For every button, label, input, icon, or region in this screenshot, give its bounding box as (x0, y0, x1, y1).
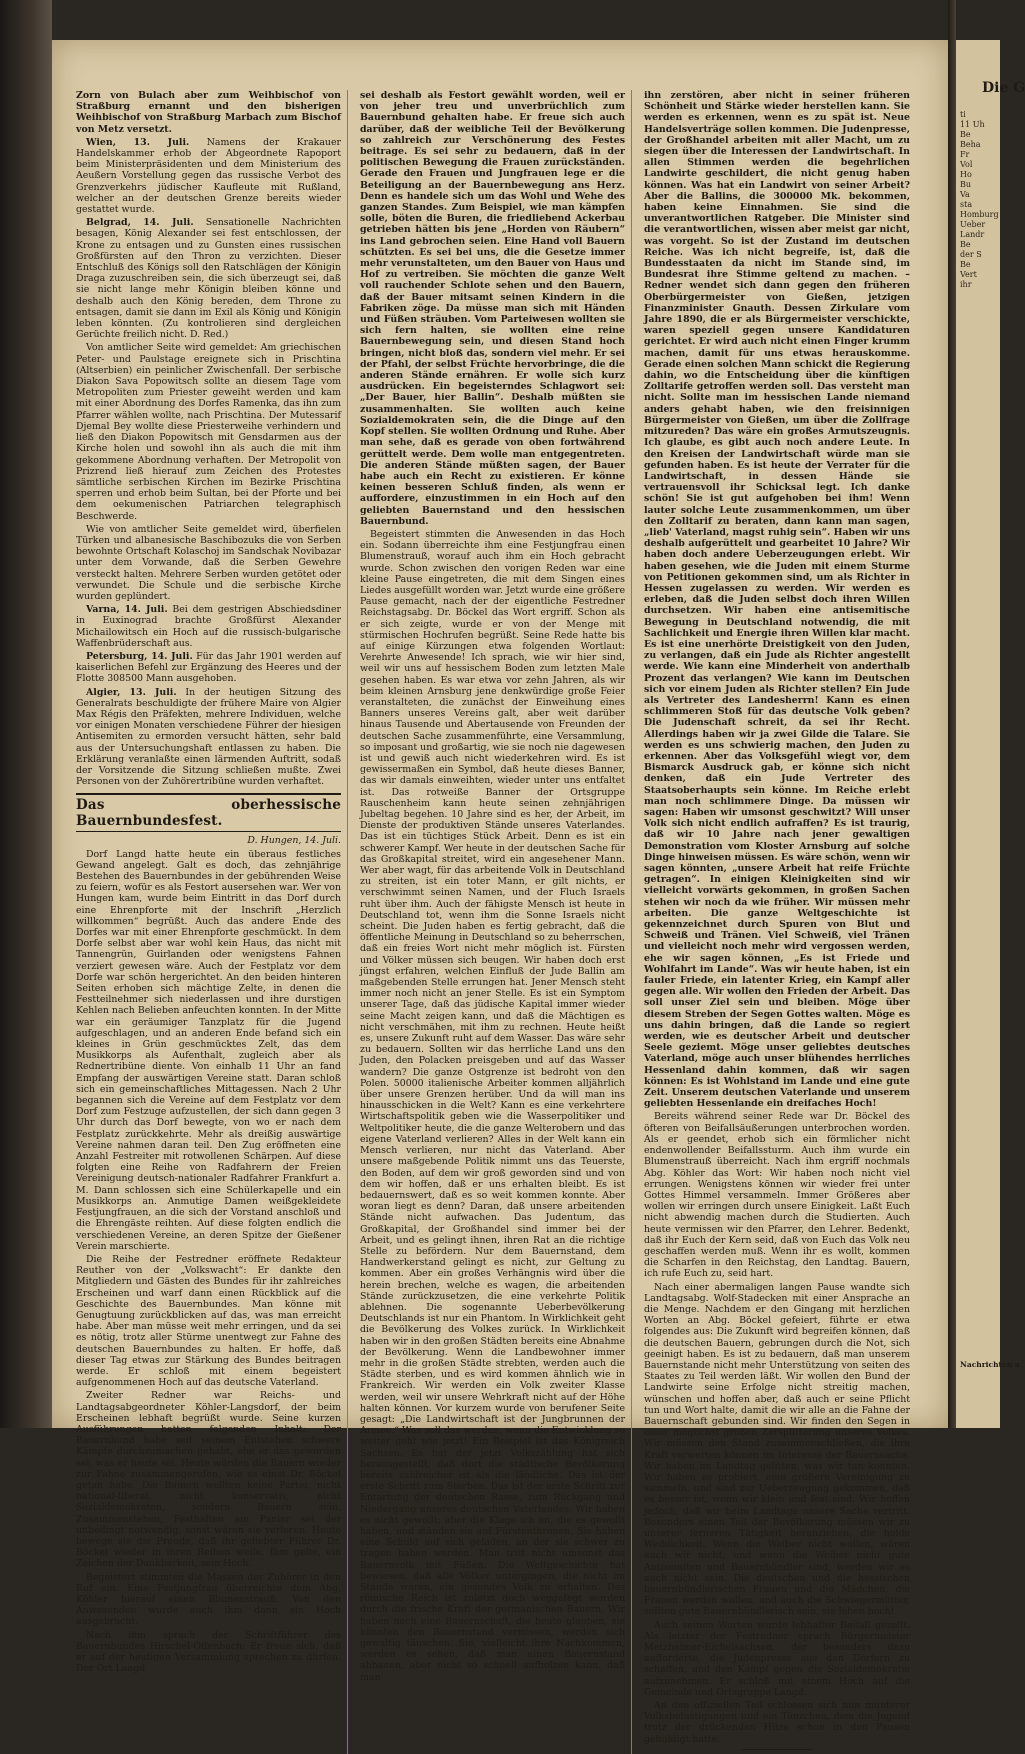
news-dateline: Petersburg, 14. Juli. (86, 650, 193, 662)
article-paragraph: Nach einer abermaligen langen Pause wandte sich Landtagsabg. Wolf-Stadecken mit einer Ansprache an die Menge. Nachdem er den Gingang mit herzlichen Worten an Abg. Böckel gefeiert, führte er etwa folgendes aus: Die Zukunft wird begreifen können, daß die deutschen Bauern, gebrungen durch die Not, sich geeinigt haben. Es ist zu bedauern, daß man unserem Bauernstande nicht mehr Unterstützung von seiten des Staates zu Teil werden läßt. Wir wollen den Bund der Landwirte seine Erfolge nicht streitig machen, wünschen und hoffen aber, daß auch er seine Pflicht tun und Wort halte, damit die wir alle an die Fahne der Bauernschaft gebunden sind. Wir finden den Segen in einer möglichst großen Zersplitterung unseres Volkes. Wir müssen den Stand zusammenschließen, die ihre Kraft verwerten können im Interesse der Bauernsache. Wir haben im Landtag gelitten, was wir tun konnten. Wir haben es probiert, eine größere Vereinigung zu sammeln, und sind zur Ueberzeugung gekommen, daß es besser ist, wenn wir klein und fest sind. Wir hoffen jedoch, daß wir beim Landtage unsere Sache vertritt. Besonders einen Teil der Bevölkerung müssen wir zu unserer ferneren Tätigkeit heranziehen, die holde Weiblichkeit. Wenn die Weiber nicht wollen, wären auch wir nicht, und wenn die Weiber nicht gute Antisemiten und Bauernbündler sind, werden wir es auch nicht sein. Die deutschen und die hessischen bauernbündlerischen Frauen und die Mädchen, die Frauen werden wollen, und auch die Schwiegermütter, sollten gute Bauernbündlerisch sein, sie leben hoch! (644, 1281, 910, 1618)
article-paragraph: sei deshalb als Festort gewählt worden, weil er von jeher treu und unverbrüchlich zum Bauernbund gehalten habe. Er freue sich auch darüber, daß der weibliche Teil der Bevölkerung so zahlreich zur Verschönerung des Festes beitrage. Es sei sehr zu bedauern, daß in der politischen Bewegung die Frauen zurückständen. Gerade den Frauen und Jungfrauen lege er die Beteiligung an der Bauernbewegung ans Herz. Denn es handele sich um das Wohl und Wehe des ganzen Standes. Zum Beispiel, wie man kämpfen solle, böten die Buren, die friedliebend Ackerbau getrieben hätten bis jene „Horden von Räubern“ ins Land gebrochen seien. Eine Hand voll Bauern schützten. Es sei bei uns, die die Gesetze immer mehr verunstalteten, um den Bauer von Haus und Hof zu vertreiben. Sie möchten die ganze Welt voll rauchender Schlote sehen und den Bauern, daß der Bauer mitsamt seinen Kindern in die Fabriken zöge. Da müsse man sich mit Händen und Füßen sträuben. Vom Parteiwesen wollten sie sich fern halten, sie wollten eine reine Bauernbewegung sein, und diesen Stand hoch bringen, nicht bloß das, sondern viel mehr. Er sei der Pfahl, der selbst Früchte hervorbringe, die die anderen Stände ernähren. Er wolle sich kurz ausdrücken. Ein begeisterndes Schlagwort sei: „Der Bauer, hier Ballin“. Deshalb müßten sie zusammenhalten. Sie wollten auch keine Sozialdemokraten sein, die die Dinge auf den Kopf stellen. Sie wollten Ordnung und Ruhe. Aber man sehe, daß es gerade von oben fortwährend gerüttelt werde. Dem wolle man entgegentreten. Die anderen Stände müßten sagen, der Bauer habe auch ein Recht zu existieren. Er könne keinen besseren Schluß finden, als wenn er auffordere, einzustimmen in ein Hoch auf den geliebten Bauernstand und den hessischen Bauernbund. (360, 90, 625, 527)
news-dateline: Belgrad, 14. Juli. (86, 217, 194, 229)
news-text: Sensationelle Nachrichten besagen, König Alexander sei fest entschlossen, der Krone zu entsagen und zu Gunsten eines russischen Großfürsten auf den Thron zu verzichten. Dieser Entschluß des Königs soll den Ratschlägen der Königin Draga zuzuschreiben sein, die sich überzeugt sei, daß sie nicht lange mehr Königin bleiben könne und deshalb auch den König bereden, dem Throne zu entsagen, damit sie dann im Exil als König und Königin leben könnten. (Zu kontrolieren sind dergleichen Gerüchte freilich nicht. D. Red.) (76, 217, 341, 341)
adjacent-page-line: ti (960, 110, 966, 119)
article-paragraph: Die Reihe der Festredner eröffnete Redakteur Reuther von der „Volkswacht“: Er dankte den Mitgliedern und Gästen des Bundes für ihr zahlreiches Erscheinen und warf dann einen Rückblick auf die Geschichte des Bauernbundes. Man könne mit Genugtuung zurückblicken auf das, was man erreicht habe. Aber man müsse weit mehr erringen, und da sei es nötig, trotz aller Stürme unentwegt zur Fahne des deutschen Bauernbundes zu halten. Er hoffe, daß dieser Tag etwas zur Stärkung des Bundes beitragen werde. Er schloß mit einem begeistert aufgenommenen Hoch auf das deutsche Vaterland. (76, 1253, 341, 1389)
adjacent-page-line: Landr (960, 230, 985, 239)
article-paragraph: Auch seinen Worten wurde lebhafter Beifall gezollt. Als letzter der Festredner sprach Bürgermeister Metzheimer-Eichelsachsen, der besonders dazu aufforderte, die Judenpresse aus den Dörfern zu schaffen, und den Kampf gegen die Sozialdemokratie aufzunehmen. Er schloß mit einem Hoch auf die Gemeinde und Ortsgruppe Langd. (644, 1619, 910, 1698)
news-text: Für das Jahr 1901 werden auf kaiserlichen Befehl zur Ergänzung des Heeres und der Flotte 308500 Mann ausgehoben. (76, 650, 341, 685)
page-gutter (948, 0, 956, 1428)
adjacent-page-line: Vert (960, 270, 977, 279)
article-paragraph: Zorn von Bulach aber zum Weihbischof von Straßburg ernannt und den bisherigen Weihbischof von Straßburg Marbach zum Bischof von Metz versetzt. (76, 90, 341, 135)
adjacent-page-line: Homburg (960, 210, 999, 219)
news-text: Bei dem gestrigen Abschiedsdiner in Euxinograd brachte Großfürst Alexander Michailowitsch ein Hoch auf die russisch-bulgarische Waffenbrüderschaft aus. (76, 604, 342, 649)
adjacent-page-line: Ueber (960, 220, 986, 229)
news-text: Von amtlicher Seite wird gemeldet: Am griechischen Peter- und Paulstage ereignete sich in Prischtina (Altserbien) ein peinlicher Zwischenfall. Der serbische Diakon Sava Popowitsch sollte an diesem Tage vom Metropoliten zum Priester geweiht werden und kam mit einer Abordnung des Dorfes Ramenka, das ihn zum Pfarrer wählen wollte, nach Prischtina. Der Mutessarif Djemal Bey wollte diese Priesterweihe verhindern und ließ den Diakon Popowitsch mit Gensdarmen aus der Kirche holen und sowohl ihn als auch die mit ihm gekommene Abordnung verhaften. Der Metropolit von Prizrend ließ hierauf zum Zeichen des Protestes sämtliche serbischen Kirchen im Bezirke Prischtina sperren und erhob beim Sultan, bei der Pforte und bei dem oekumenischen Patriarchen telegraphisch Beschwerde. (76, 342, 341, 522)
section-dateline: D. Hungen, 14. Juli. (247, 835, 341, 847)
adjacent-page-line: Be (960, 130, 971, 139)
adjacent-page-line: Be (960, 260, 971, 269)
adjacent-page-edge (956, 40, 1025, 1428)
adjacent-page-line: Vol (960, 160, 973, 169)
adjacent-page-footer: Nachrichten a (960, 1360, 1020, 1369)
adjacent-page-line: Be (960, 240, 971, 249)
adjacent-page-title: Die G (982, 80, 1025, 96)
news-item (76, 137, 341, 215)
column-1 (76, 90, 348, 1754)
article-paragraph: An den offiziellen Teil schlossen sich nun munterer Volksbelustigungen und ein Tänzchen, dem die Jugend trotz der drückenden Hitze schon in den Pausen gehuldigt hatte. (644, 1700, 910, 1745)
book-spine (0, 0, 52, 1428)
article-paragraph: Zweiter Redner war Reichs- und Landtagsabgeordneter Köhler-Langsdorf, der beim Erscheinen lebhaft begrüßt wurde. Seine kurzen Ausführungen hatten folgenden Inhalt: Der Bauernbund habe seit seinem Entstehen schwere Kämpfe durchzumachen gehabt, ehe er das geworden sei, was er heute sei. Heute würden die Bauern wieder zur Fahne zusammengerufen, wie es einst Dr. Böckel getan habe. Die Bauern wollten keine Partei, nicht national-liberal, nicht konservativ, nicht Sozialdemokraten, sondern Bauern sein. Zusammenstehen, Festhalten am Panier sei der unbedingt notwendig, sonst wären sie verloren. Heute bewege sie die Freude, daß ihr geliebter Führer Dr. Böckel wieder in ihren Reihen weile. Ihm gelte, ein Zeichen der Dankbarkeit, sein Hoch. (76, 1390, 341, 1570)
adjacent-page-line: der S (960, 250, 982, 259)
article-paragraph: Bereits während seiner Rede war Dr. Böckel des öfteren von Beifallsäußerungen unterbrochen worden. Als er geendet, erhob sich ein förmlicher nicht endenwollender Beifallssturm. Auch ihm wurde ein Blumenstrauß überreicht. Nach ihm ergriff nochmals Abg. Köhler das Wort: Wir haben noch nicht viel errungen. Wenigstens können wir wieder frei unter Gottes Himmel versammeln. Immer Größeres aber wollen wir erringen durch unsere Einigkeit. Laßt Euch nicht abwendig machen durch die Studierten. Auch heute vermissen wir den Pfarrer, den Lehrer. Bedenkt, daß ihr Euch der Kern seid, daß von Euch das Volk neu geschaffen werden muß. Wenn ihr es wollt, kommen die Scharfen in den Reichstag, den Landtag. Bauern, ich rufe Euch zu, seid hart. (644, 1111, 910, 1280)
news-dateline: Algier, 13. Juli. (86, 686, 177, 698)
article-paragraph: ihn zerstören, aber nicht in seiner früheren Schönheit und Stärke wieder herstellen kann. Sie werden es erkennen, wenn es zu spät ist. Neue Handelsverträge sollen kommen. Die Judenpresse, der Großhandel arbeiten mit aller Macht, um zu siegen über die Interessen der Landwirtschaft. In allen Stimmen werden die begehrlichen Landwirte geschildert, die nicht genug haben können. Was hat ein Landwirt von seiner Arbeit? Aber die Ballins, die 300000 Mk. bekommen, haben keine Einnahmen. Sie sind die unverantwortlichen Ratgeber. Die Minister sind die verantwortlichen, wissen aber meist gar nicht, was vorgeht. So ist der Zustand im deutschen Reiche. Was ich nicht begreife, ist, daß die Bundesstaaten da nicht im Stande sind, im Bundesrat ihre Stimme geltend zu machen. – Redner wendet sich dann gegen den früheren Oberbürgermeister von Gießen, jetzigen Finanzminister Gnauth. Dessen Zirkulare vom Jahre 1890, die er als Bürgermeister verschickte, waren speziell gegen unsere Kandidaturen gerichtet. Er wird auch nicht einen Finger krumm machen, damit für uns etwas herauskomme. Gerade einen solchen Mann schickt die Regierung dahin, wo die Entscheidung über die künftigen Zolltarife getroffen werden soll. Das versteht man nicht. Sollte man im hessischen Lande niemand anders gehabt haben, wie den freisinnigen Bürgermeister von Gießen, um über die Zollfrage mitzureden? Das wäre ein großes Armutszeugnis. Ich glaube, es gibt auch noch andere Leute. In den Kreisen der Landwirtschaft würde man sie gefunden haben. Es ist heute der Verrater für die Landwirtschaft, in dessen Hände sie vertrauensvoll ihr Schicksal legt. Ich danke schön! Sie ist gut aufgehoben bei ihm! Wenn lauter solche Leute zusammenkommen, um über den Zolltarif zu beraten, dann kann man sagen, „lieb' Vaterland, magst ruhig sein“. Haben wir uns deshalb aufgerüttelt und gearbeitet 10 Jahre? Wir haben doch andere Ueberzeugungen erlebt. Wir haben gesehen, wie die Juden mit einem Sturme von Petitionen gekommen sind, um als Richter in Hessen zugelassen zu werden. Wir werden es erleben, daß die Juden selbst doch ihren Willen durchsetzen. Wir haben eine antisemitische Bewegung in Deutschland notwendig, die mit Sachlichkeit und Energie ihren Willen klar macht. Es ist eine unerhörte Dreistigkeit von den Juden, zu verlangen, daß ein Jude als Richter angestellt werde. Wie kann eine Minderheit von anderthalb Prozent das verlangen? Wie kann im Deutschen sich vor einem Juden als Richter stellen? Ein Jude als Vertreter des Landesherrn! Kann es einen schlimmeren Stoß für das deutsche Volk geben? Die Judenschaft schreit, da sei ihr Recht. Allerdings haben wir ja zwei Gilde die Talare. Sie werden es uns schwierig machen, den Juden zu erkennen. Aber das Volksgefühl wiegt vor, dem Bismarck Ausdruck gab, er könne sich nicht denken, daß ein Jude Vertreter des Staatsoberhaupts sein könne. Im Reiche erlebt man noch schlimmere Dinge. Da müssen wir sagen: Haben wir umsonst geschwitzt? Will unser Volk sich nicht endlich aufraffen? Es ist traurig, daß wir 10 Jahre nach jener gewaltigen Demonstration vom Kloster Arnsburg auf solche Dinge hinweisen müssen. Es wäre schön, wenn wir sagen könnten, „unsere Arbeit hat reife Früchte getragen“. In einigen Kleinigkeiten sind wir vielleicht vorwärts gekommen, in großen Sachen stehen wir noch da wie früher. Wir müssen mehr arbeiten. Die ganze Weltgeschichte ist gekennzeichnet durch Spuren von Blut und Schweiß und Tränen. Viel Schweiß, viel Tränen und vielleicht noch mehr wird vergossen werden, ehe wir sagen können, „Es ist Friede und Wohlfahrt im Lande“. Was wir heute haben, ist ein fauler Friede, ein latenter Krieg, ein Kampf aller gegen alle. Wir wollen den Frieden der Arbeit. Das soll unser Ziel sein und bleiben. Möge über diesem Streben der Segen Gottes walten. Möge es uns dahin bringen, daß die Lande so regiert werden, wie es deutscher Arbeit und deutscher Seele geziemt. Möge unser geliebtes deutsches Vaterland, möge auch unser blühendes herrliches Hessenland dahin kommen, daß wir sagen können: Es ist Wohlstand im Lande und eine gute Zeit. Unserem deutschen Vaterlande und unserem geliebten Hessenlande ein dreifaches Hoch! (644, 90, 910, 1110)
article-paragraph: Begeistert stimmten die Anwesenden in das Hoch ein. Sodann überreichte ihm eine Festjungfrau einen Blumenstrauß, worauf auch ihm ein Hoch gebracht wurde. Schon zwischen den vorigen Reden war eine kleine Pause eingetreten, die mit dem Singen eines Liedes ausgefüllt worden war. Jetzt wurde eine größere Pause gemacht, nach der der eigentliche Festredner Reichstagsabg. Dr. Böckel das Wort ergriff. Schon als er sich zeigte, wurde er von der Menge mit stürmischen Hochrufen begrüßt. Seine Rede hatte bis auf einige Kürzungen etwa folgenden Wortlaut: Verehrte Anwesende! Ich sprach, wie wir hier sind, weil wir uns auf hessischem Boden zum letzten Male gesehen haben. Es war etwa vor zehn Jahren, als wir beim kleinen Arnsburg jene denkwürdige große Feier veranstalteten, die zunächst der Einweihung eines Banners unseres Vereins galt, aber weit darüber hinaus Tausende und Abertausende von Freunden der deutschen Sache zusammenführte, eine Versammlung, so imposant und großartig, wie sie noch nie dagewesen ist und gewiß auch nicht wiederkehren wird. Es ist gewissermaßen ein Symbol, daß heute dieses Banner, das wir damals einweihten, wieder unter uns entfaltet ist. Das rotweiße Banner der Ortsgruppe Rauschenheim kann heute seinen zehnjährigen Jubeltag begehen. 10 Jahre sind es her, der Arbeit, im Dienste der produktiven Stände unseres Vaterlandes. Das ist ein tüchtiges Stück Arbeit. Denn es ist ein schwerer Kampf. Wer heute in der deutschen Sache für das Großkapital streitet, wird ein angesehener Mann. Wer aber wagt, für das arbeitende Volk in Deutschland zu streiten, ist ein toter Mann, er gilt nichts, er verschwimmt seinen Namen, und der Fluch Israels ruht über ihm. Auch der fähigste Mensch ist heute in Deutschland tot, wenn ihm die Sonne Israels nicht scheint. Die Juden haben es fertig gebracht, daß die öffentliche Meinung in Deutschland so zu beherrschen, daß ein freies Wort nicht mehr möglich ist. Fürsten und Völker müssen sich beugen. Wir haben doch erst jüngst erfahren, welchen Einfluß der Jude Ballin am maßgebenden Stelle errungen hat. Jener Mensch steht immer noch nicht an jener Stelle. Es ist ein Symptom unserer Tage, daß das jüdische Kapital immer wieder seine Macht zeigen kann, und daß die Mächtigen es nicht verschmähen, mit ihm zu rechnen. Heute heißt es, unsere Zukunft ruht auf dem Wasser. Das wäre sehr zu bedauern. Sollten wir das herrliche Land uns den Juden, den Polacken preisgeben und auf das Wasser wandern? Die ganze Ostgrenze ist bedroht von den Polen. 50000 italienische Arbeiter kommen alljährlich über unsere Grenzen herüber. Und da will man ins hinausschicken in die Welt? Kann es eine verkehrtere Wirtschaftspolitik geben wie die Wasserpolitiker und Weltpolitiker heute, die die ganze Welterobern und das eigene Vaterland verlieren? Alles in der Welt kann ein Mensch verlieren, nur nicht das Vaterland. Aber unsere maßgebende Politik nimmt uns das Teuerste, den Boden, auf dem wir groß geworden sind und von dem wir hoffen, daß er uns erhalten bleibt. Es ist bedauernswert, daß es so weit kommen konnte. Aber woran liegt es denn? Daran, daß unsere arbeitenden Stände nicht aufwachen. Das Judentum, das Großkapital, der Großhandel sind immer bei der Arbeit, und es gelingt ihnen, ihren Rat an die richtige Stelle zu befördern. Nur dem Bauernstand, dem Handwerkerstand gelingt es nicht, zur Geltung zu kommen. Aber ein großes Verhängnis wird über die herein brechen, welche es wagen, die arbeitenden Stände zurückzusetzen, die eine verkehrte Politik ablehnen. Die sogenannte Ueberbevölkerung Deutschlands ist nur ein Phantom. In Wirklichkeit geht die Bevölkerung des Volkes zurück. In Wirklichkeit haben wir in den großen Städten bereits eine Abnahme der Bevölkerung. Wenn die Landbewohner immer mehr in die großen Städte strebten, werden auch die Städte sterben, und es wird kommen ähnlich wie in Frankreich. Wir werden ein Volk zweiter Klasse werden, weil wir unsere Wehrkraft nicht auf der Höhe halten können. Vor kurzem wurde von berufener Seite gesagt: „Die Landwirtschaft ist der Jungbrunnen der Armee.“ Was soll das werden, wenn die Entwicklung so weiter geht wie jetzt! Ein Beispiel ist das Königreich Sachsen. Es hat der jetzt Volkszählung hat sich herausgestellt, daß dort die städtische Bevölkerung bereits zahlreicher ist als die ländliche. Das ist der erste Schritt zum Sterben. Das ist der erste Schritt zur Entartung der deutschen Rasse, zum Rückgang und Niedergang unseres deutschen Vaterlandes. Wir haben es nicht gewollt; aber die Klage ich an, die es gewollt haben, und ständen sie auf Fürstenthronen. Sie haben eine Schuld auf sich geladen, an der sie schwer zu tragen haben werden. Man tritt nicht umsonst das Bauernvolk mit Füßen. Die Weltgeschichte hat bewiesen, daß alle Völker untergingen, die nicht im Stande waren, ein gesundes Volk zu erhalten. Das römische Reich ist zuletzt doch weggefegt worden durch die frische Kraft der germanischen Bauern. Wir haben noch eine Bauernschaft, die heute glauben, sie könnten den Bauernstand vermissen, werden sich gewaltig täuschen. Sie, vielleicht ihre Nachkommen, werden es sehen, daß man einen Bauernstand abhauen, aber nicht so schnell aufholzen kann, daß man (360, 528, 626, 1683)
news-dateline: Wien, 13. Juli. (86, 136, 190, 148)
news-item (76, 604, 341, 649)
text-columns (76, 90, 926, 1745)
news-dateline: Varna, 14. Juli. (86, 604, 168, 616)
news-text: Namens der Krakauer Handelskammer erhob der Abgeordnete Rapoport beim Ministerpräsidenten und dem Ministerium des Aeußern Vorstellung gegen das russische Verbot des Grenzverkehrs jüdischer Kaufleute mit Rußland, welcher an der deutschen Grenze bereits wieder gestattet wurde. (76, 136, 342, 216)
news-item (76, 217, 341, 340)
adjacent-page-line: Fr (960, 150, 970, 159)
column-2 (360, 90, 632, 1754)
article-paragraph: Begeistert stimmten die Massen der Zuhörer in den Ruf ein. Eine Festjungfrau überreichte dem Abg. Köhler hierauf einen Blumenstrauß. Von den Anwesenden wurde auch ihm dann ein Hoch ausgebracht. (76, 1571, 341, 1628)
news-item (76, 651, 341, 685)
news-item (76, 687, 341, 788)
newspaper-page (52, 40, 948, 1745)
adjacent-page-line: Bu (960, 180, 972, 189)
adjacent-page-text (960, 110, 1000, 290)
adjacent-page-line: ihr (960, 280, 972, 289)
column-3 (644, 90, 916, 1754)
article-paragraph: Dorf Langd hatte heute ein überaus festliches Gewand angelegt. Galt es doch, das zehnjährige Bestehen des Bauernbundes in der gebührenden Weise zu feiern, wofür es als Festort ausersehen war. Wer von Hungen kam, wurde beim Eintritt in das Dorf durch eine Ehrenpforte mit der Inschrift „Herzlich willkommen“ begrüßt. Auch das andere Ende des Dorfes war mit einer Ehrenpforte geschmückt. In dem Dorfe selbst aber war wohl kein Haus, das nicht mit Tannengrün, Guirlanden oder wenigstens Fahnen verziert gewesen wäre. Auch der Festplatz vor dem Dorfe war schön hergerichtet. An den beiden hinteren Seiten erhoben sich mächtige Zelte, in denen die Festteilnehmer sich niederlassen und ihre durstigen Kehlen nach Belieben anfeuchten konnten. In der Mitte war ein geräumiger Tanzplatz für die Jugend aufgeschlagen, und an anderen Ende befand sich ein kleines in Grün geschmücktes Zelt, das dem Musikkorps als Aufenthalt, zugleich aber als Rednertribüne diente. Von einhalb 11 Uhr an fand Empfang der auswärtigen Vereine statt. Daran schloß sich ein gemeinschaftliches Mittagessen. Nach 2 Uhr begannen sich die Vereine auf dem Festplatz vor dem Dorf zum Festzuge aufzustellen, der sich dann gegen 3 Uhr durch das Dorf bewegte, von wo er nach dem Festplatz zurückkehrte. Mehr als dreißig auswärtige Vereine nahmen daran teil. Den Zug eröffneten eine Anzahl Festreiter mit rotwollenen Schärpen. Auf diese folgten eine Reihe von Radfahrern der Freien Vereinigung deutsch-nationaler Radfahrer Frankfurt a. M. Dann schlossen sich eine Schülerkapelle und ein Musikkorps an. Anmutige Damen weißgekleidete Festjungfrauen, an die sich der Vorstand anschloß und die Ehrengäste reihten. Auf diese folgten endlich die verschiedenen Vereine, an deren Spitze der Gießener Verein marschierte. (76, 848, 341, 1252)
adjacent-page-line: 11 Uh (960, 120, 985, 129)
adjacent-page-line: Ho (960, 170, 972, 179)
adjacent-page-line: Beha (960, 140, 981, 149)
adjacent-page-line: sta (960, 200, 973, 209)
end-rule (742, 1749, 812, 1750)
news-text: In der heutigen Sitzung des Generalrats beschuldigte der frühere Maire von Algier Max Régis den Präfekten, mehrere Individuen, welche vor einigen Monaten verschiedene Führer der hiesigen Antisemiten zu ermorden versucht hätten, sehr bald aus der Untersuchungshaft entlassen zu haben. Die Erklärung veranlaßte einen lärmenden Auftritt, sodaß der Vorsitzende die Sitzung schließen mußte. Zwei Personen von der Zuhörertribüne wurden verhaftet. (76, 686, 342, 788)
news-text: Wie von amtlicher Seite gemeldet wird, überfielen Türken und albanesische Baschibozuks die von Serben bewohnte Ortschaft Kolaschoj im Sandschak Novibazar unter dem Vorwande, daß die Serben Gewehre versteckt halten. Mehrere Serben wurden getötet oder verwundet. Die Schule und die serbische Kirche wurden geplündert. (76, 523, 341, 602)
article-paragraph: Nach ihm sprach der Schriftführer des Bauernbundes Hirschel-Offenbach: Er freue sich, daß er auf der heutigen Versammlung sprechen zu dürfen. Der Ort Langd (76, 1629, 341, 1675)
news-item (76, 524, 341, 602)
section-heading: Das oberhessische Bauernbundesfest. (76, 793, 341, 832)
news-item (76, 342, 341, 521)
adjacent-page-line: Va (960, 190, 970, 199)
